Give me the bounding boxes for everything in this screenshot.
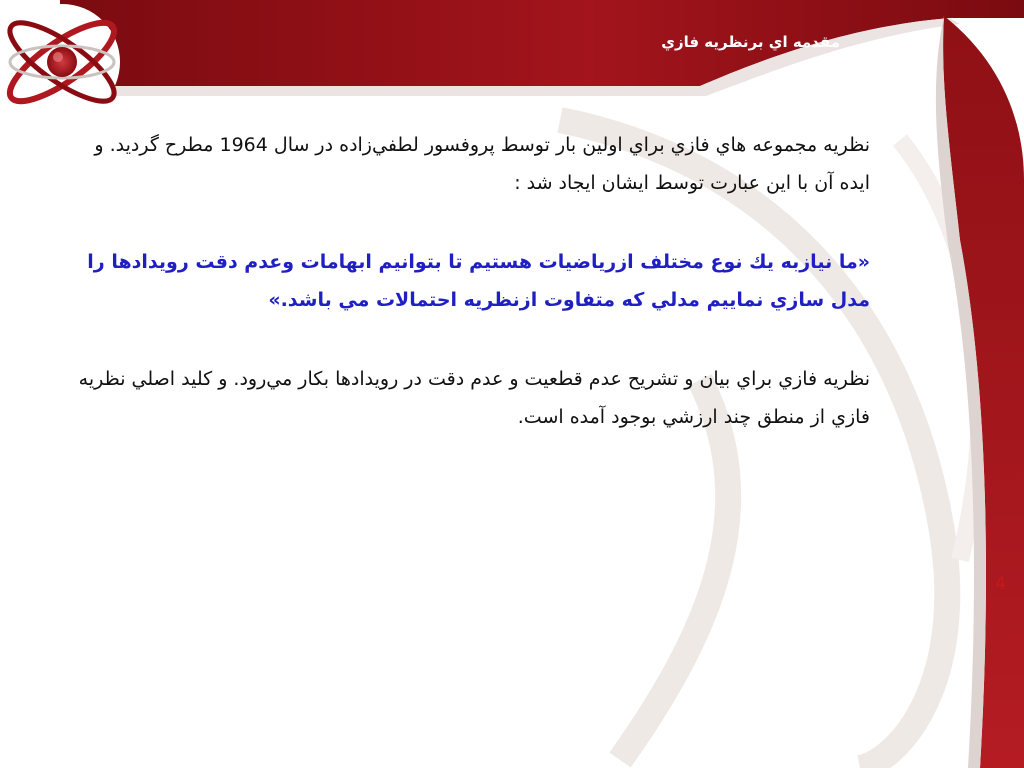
explanation-paragraph: نظريه فازي براي بيان و تشريح عدم قطعيت و عدم دقت در رويدادها بكار مي‌رود. و كليد اصلي نظريه فازي از منطق چند ارزشي بوجود آمده است. bbox=[78, 368, 870, 428]
quote-paragraph: «ما نيازبه يك نوع مختلف ازرياضيات هستيم تا بتوانيم ابهامات وعدم دقت رويدادها را مدل سازي نماييم مدلي كه متفاوت ازنظريه احتمالات مي باشد.» bbox=[87, 251, 870, 311]
intro-paragraph: نظريه مجموعه هاي فازي براي اولين بار توسط پروفسور لطفي‌زاده در سال 1964 مطرح گرديد. و ايده آن با اين عبارت توسط ايشان ايجاد شد : bbox=[94, 134, 870, 194]
page-number: 4 bbox=[995, 574, 1006, 594]
slide-title: مقدمه اي برنظريه فازي bbox=[661, 33, 840, 51]
slide-body bbox=[70, 126, 870, 477]
orbit-logo bbox=[0, 4, 124, 120]
